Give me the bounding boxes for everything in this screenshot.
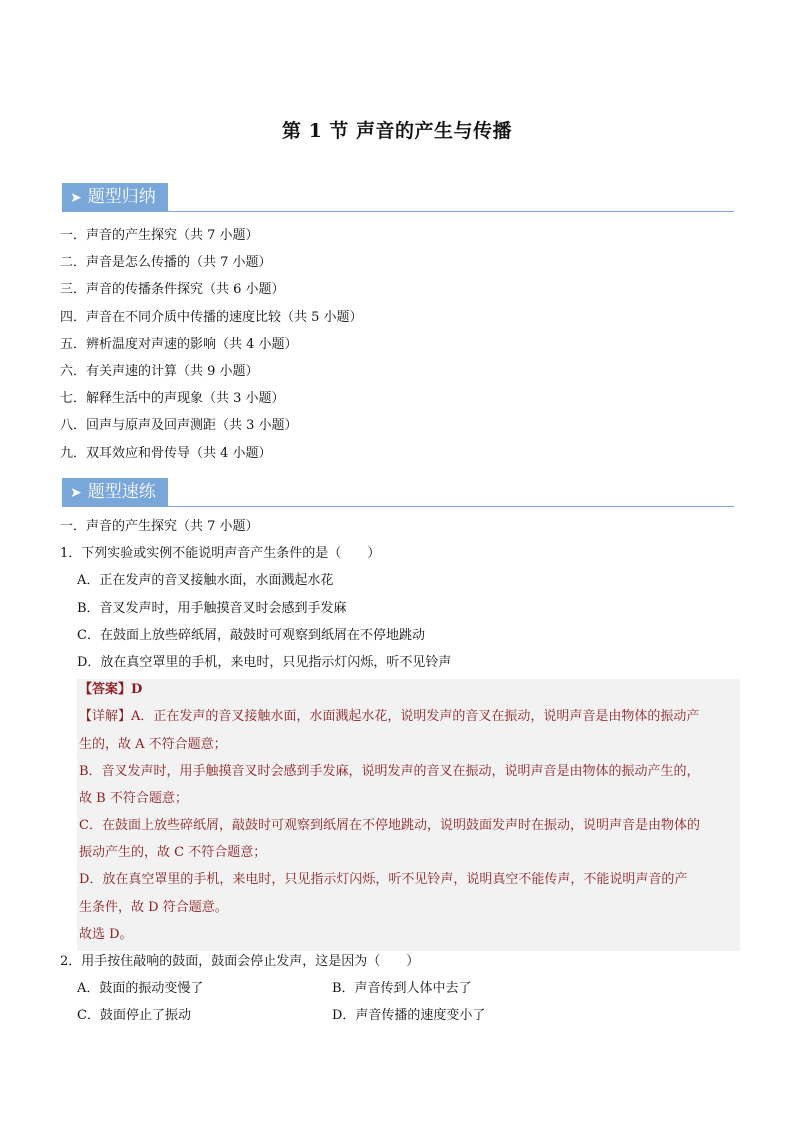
practice-body [60, 516, 740, 1033]
section-tag-label: 题型归纳 [87, 187, 156, 207]
answer-block [77, 679, 740, 951]
section-tag-label: 题型速练 [87, 482, 156, 502]
question-option: A．正在发声的音叉接触水面，水面溅起水花 [77, 573, 334, 589]
page-title: 第 1 节 声音的产生与传播 [281, 120, 513, 142]
practice-subheading: 一．声音的产生探究（共 7 小题） [60, 519, 259, 534]
detail-line: 【详解】A．正在发声的音叉接触水面，水面溅起水花，说明发声的音叉在振动，说明声音是由物体的振动产 [79, 709, 700, 725]
toc-item: 一．声音的产生探究（共 7 小题） [60, 228, 259, 243]
option-row [60, 978, 740, 1005]
question-option: D．放在真空罩里的手机，来电时，只见指示灯闪烁，听不见铃声 [77, 654, 452, 670]
arrow-right-icon: ➤ [70, 190, 82, 206]
detail-line: D．放在真空罩里的手机，来电时，只见指示灯闪烁，听不见铃声，说明真空不能传声，不能说明声音的产 [79, 872, 688, 888]
detail-line: C．在鼓面上放些碎纸屑，敲鼓时可观察到纸屑在不停地跳动，说明鼓面发声时在振动，说明声音是由物体的 [79, 818, 700, 834]
detail-line: 生的，故 A 不符合题意； [79, 736, 227, 752]
toc-item: 五．辨析温度对声速的影响（共 4 小题） [60, 336, 298, 352]
detail-line: 振动产生的，故 C 不符合题意； [79, 845, 267, 861]
arrow-right-icon: ➤ [70, 485, 82, 501]
section-tag [62, 478, 168, 506]
question-stem: 1．下列实验或实例不能说明声音产生条件的是（ ） [60, 546, 381, 562]
toc-item: 三．声音的传播条件探究（共 6 小题） [60, 282, 285, 298]
toc-item: 九．双耳效应和骨传导（共 4 小题） [60, 445, 272, 461]
toc-item: 四．声音在不同介质中传播的速度比较（共 5 小题） [60, 309, 363, 325]
section-tag [62, 183, 168, 211]
question-option: A．鼓面的振动变慢了 [77, 981, 204, 997]
detail-line: 故选 D。 [79, 926, 133, 942]
question-stem: 2．用手按住敲响的鼓面，鼓面会停止发声，这是因为（ ） [60, 954, 420, 969]
detail-line: 故 B 不符合题意； [79, 790, 188, 806]
option-row [60, 1005, 740, 1032]
toc-item: 六．有关声速的计算（共 9 小题） [60, 363, 259, 379]
section-header-practice [62, 478, 734, 506]
toc-item: 二．声音是怎么传播的（共 7 小题） [60, 255, 272, 271]
question-option: B．声音传到人体中去了 [332, 981, 472, 997]
question-option: C．鼓面停止了振动 [77, 1008, 191, 1024]
question-option: C．在鼓面上放些碎纸屑，敲鼓时可观察到纸屑在不停地跳动 [77, 627, 425, 643]
toc-item: 八．回声与原声及回声测距（共 3 小题） [60, 418, 298, 434]
section-header-summary [62, 183, 734, 211]
detail-line: 生条件，故 D 符合题意。 [79, 899, 228, 915]
question-option: D．声音传播的速度变小了 [332, 1008, 486, 1024]
toc-item: 七．解释生活中的声现象（共 3 小题） [60, 391, 285, 407]
detail-line: B．音叉发声时，用手触摸音叉时会感到手发麻，说明发声的音叉在振动，说明声音是由物体的振动产生的， [79, 763, 700, 779]
answer-line: 【答案】D [79, 682, 143, 698]
toc-list [60, 226, 363, 471]
divider [62, 506, 734, 507]
question-option: B．音叉发声时，用手触摸音叉时会感到手发麻 [77, 600, 347, 616]
divider [62, 211, 734, 212]
